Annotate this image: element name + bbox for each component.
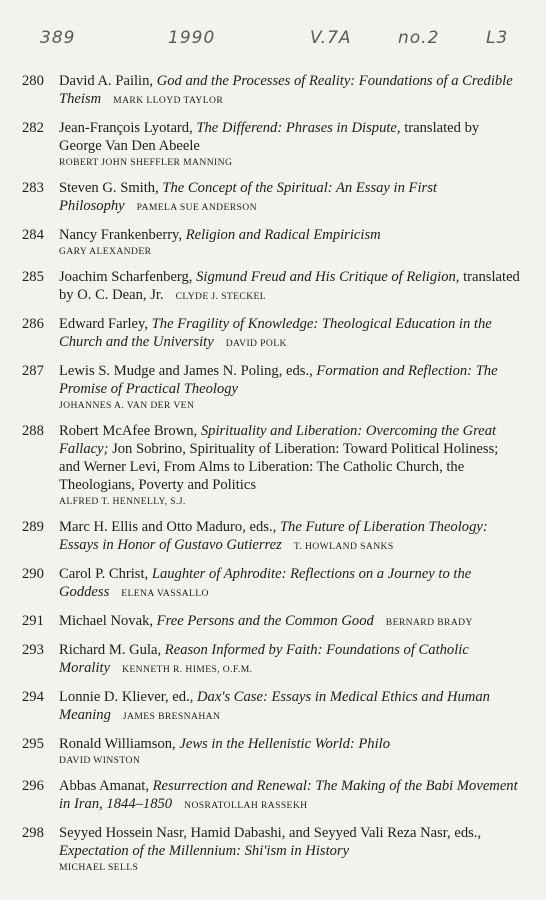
reviewer-name: ALFRED T. HENNELLY, S.J. [59,496,186,507]
author: Ronald Williamson, [59,736,180,752]
reviewer-name: JAMES BRESNAHAN [122,711,221,722]
author: Steven G. Smith, [59,180,163,196]
reviewer-name: MICHAEL SELLS [59,862,139,873]
author: Abbas Amanat, [59,778,153,794]
reviewer-name: PAMELA SUE ANDERSON [136,202,257,213]
handwriting-call-number: 389 [40,28,76,48]
reviewer-name: NOSRATOLLAH RASSEKH [184,800,308,811]
author: Marc H. Ellis and Otto Maduro, eds., [59,519,280,535]
entry-text [59,565,522,603]
entry-text [59,824,522,875]
page-number: 298 [22,825,44,841]
reviewer-name: ELENA VASSALLO [121,588,209,599]
review-entry [22,315,522,353]
book-title: Sigmund Freud and His Critique of Religion, [196,269,460,285]
author: Lonnie D. Kliever, ed., [59,689,198,705]
page-number: 287 [22,363,44,379]
page-number: 290 [22,566,44,582]
entry-text [59,422,522,509]
book-title: Formation and Reflection: The Promise of Practical Theology [59,363,498,397]
reviewer-name: ROBERT JOHN SHEFFLER MANNING [59,157,233,168]
author: Nancy Frankenberry, [59,227,186,243]
reviewer-name: BERNARD BRADY [385,617,473,628]
entry-text [59,119,522,170]
handwriting-mark: L3 [486,28,509,48]
review-entry [22,518,522,556]
page-number: 282 [22,120,44,136]
book-title: Free Persons and the Common Good [156,613,374,629]
review-entry [22,422,522,509]
handwriting-volume: V.7A [310,28,352,48]
review-entry [22,688,522,726]
entry-text [59,612,522,632]
page-number: 285 [22,269,44,285]
entry-text [59,735,522,768]
author: Edward Farley, [59,316,152,332]
book-title: The Concept of the Spiritual: An Essay in First Philosophy [59,180,437,214]
book-title: The Differend: Phrases in Dispute, [196,120,401,136]
review-entry [22,824,522,875]
book-title: Jews in the Hellenistic World: Philo [179,736,390,752]
book-title: The Future of Liberation Theology: Essays in Honor of Gustavo Gutierrez [59,519,488,553]
page-number: 288 [22,423,44,439]
review-entry [22,268,522,306]
reviewer-name: MARK LLOYD TAYLOR [113,95,224,106]
page-number: 293 [22,642,44,658]
page-number: 283 [22,180,44,196]
entry-text [59,362,522,413]
entry-text [59,641,522,679]
author: Richard M. Gula, [59,642,165,658]
page-number: 289 [22,519,44,535]
entry-continuation: translated by George Van Den Abeele [59,120,480,154]
book-title: Religion and Radical Empiricism [185,227,381,243]
review-entry [22,612,522,632]
review-entry [22,72,522,110]
author: Seyyed Hossein Nasr, Hamid Dabashi, and Seyyed Vali Reza Nasr, eds., [59,825,482,841]
book-title: Reason Informed by Faith: Foundations of Catholic Morality [59,642,469,676]
review-entry [22,565,522,603]
review-entry [22,362,522,413]
entry-text [59,268,522,306]
page-number: 295 [22,736,44,752]
entry-text [59,688,522,726]
reviewer-name: GARY ALEXANDER [59,246,152,257]
page-number: 280 [22,73,44,89]
author: Joachim Scharfenberg, [59,269,197,285]
page-number: 284 [22,227,44,243]
entry-text [59,315,522,353]
entry-text [59,226,522,259]
book-title: Resurrection and Renewal: The Making of the Babi Movement in Iran, 1844–1850 [59,778,518,812]
author: Michael Novak, [59,613,157,629]
handwriting-issue: no.2 [398,28,440,48]
entry-text [59,179,522,217]
entry-text [59,777,522,815]
author: Robert McAfee Brown, [59,423,201,439]
book-title: Dax's Case: Essays in Medical Ethics and Human Meaning [59,689,490,723]
review-entry [22,641,522,679]
author: Jean-François Lyotard, [59,120,197,136]
review-entry [22,777,522,815]
review-entry [22,179,522,217]
entry-text [59,72,522,110]
entry-text [59,518,522,556]
book-title: The Fragility of Knowledge: Theological Education in the Church and the University [59,316,492,350]
page-number: 296 [22,778,44,794]
entry-continuation: Jon Sobrino, Spirituality of Liberation: Toward Political Holiness; and Werner Levi, From Alms to Liberation: The Catholic Church, the Theologians, Poverty and Politics [59,441,499,493]
review-list [22,72,522,884]
page-number: 286 [22,316,44,332]
review-entry [22,226,522,259]
author: David A. Pailin, [59,73,157,89]
page-number: 294 [22,689,44,705]
book-title: Expectation of the Millennium: Shi'ism in History [59,843,350,859]
reviewer-name: DAVID WINSTON [59,755,141,766]
review-entry [22,735,522,768]
handwriting-year: 1990 [168,28,216,48]
reviewer-name: CLYDE J. STECKEL [175,291,267,302]
reviewer-name: JOHANNES A. VAN DER VEN [59,400,195,411]
reviewer-name: KENNETH R. HIMES, O.F.M. [122,664,253,675]
reviewer-name: T. HOWLAND SANKS [293,541,394,552]
entry-continuation: translated by O. C. Dean, Jr. [59,269,520,303]
author: Lewis S. Mudge and James N. Poling, eds., [59,363,317,379]
review-entry [22,119,522,170]
handwritten-annotation [0,28,546,62]
reviewer-name: DAVID POLK [225,338,287,349]
book-title: Laughter of Aphrodite: Reflections on a Journey to the Goddess [59,566,472,600]
book-title: God and the Processes of Reality: Foundations of a Credible Theism [59,73,513,107]
author: Carol P. Christ, [59,566,152,582]
book-title: Spirituality and Liberation: Overcoming the Great Fallacy; [59,423,497,457]
page-number: 291 [22,613,44,629]
